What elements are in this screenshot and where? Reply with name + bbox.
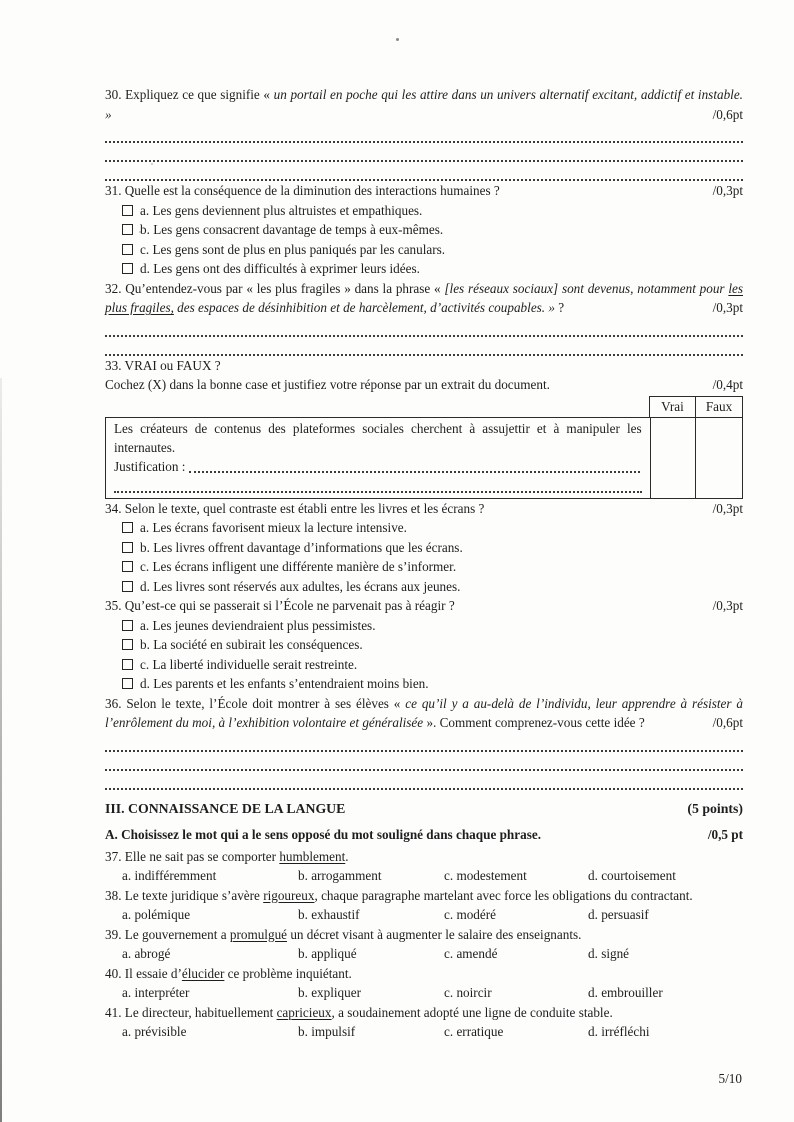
column-header-faux: Faux <box>696 396 743 417</box>
exam-content <box>105 85 743 1042</box>
question-41-text-end: , a soudainement adopté une ligne de conduite stable. <box>331 1004 613 1020</box>
column-header-vrai: Vrai <box>649 396 696 417</box>
question-33-instruction-text: Cochez (X) dans la bonne case et justifiez votre réponse par un extrait du document. <box>105 377 550 392</box>
option-d: d. persuasif <box>588 907 649 922</box>
q34-option-b <box>105 538 743 558</box>
option-b: b. appliqué <box>298 946 357 961</box>
option-label: c. La liberté individuelle serait restreinte. <box>140 656 358 672</box>
statement-text: Les créateurs de contenus des plateformes sociales cherchent à assujettir et à manipuler les internautes. <box>114 420 642 455</box>
answer-line <box>105 752 743 771</box>
q40-options <box>105 983 743 1003</box>
q34-option-d <box>105 577 743 597</box>
q35-option-c <box>105 655 743 675</box>
question-38-text: 38. Le texte juridique s’avère <box>105 887 264 903</box>
question-36 <box>105 694 743 733</box>
q31-option-c <box>105 240 743 260</box>
question-30 <box>105 85 743 124</box>
question-30-quote: un portail en poche qui les attire dans un univers alternatif excitant, addictif et instable. » <box>105 87 743 122</box>
question-34-text: 34. Selon le texte, quel contraste est établi entre les livres et les écrans ? <box>105 500 485 516</box>
q31-option-a <box>105 201 743 221</box>
checkbox-icon <box>122 659 133 670</box>
question-40-text-end: ce problème inquiétant. <box>224 965 352 981</box>
question-40-underlined: élucider <box>181 965 225 981</box>
question-41 <box>105 1003 743 1023</box>
q37-options <box>105 866 743 886</box>
option-b: b. impulsif <box>298 1024 356 1039</box>
option-c: c. modestement <box>444 868 527 883</box>
question-32-quote: [les réseaux sociaux] sont devenus, notamment pour <box>444 280 729 296</box>
question-33-points: /0,4pt <box>712 377 743 392</box>
vrai-faux-table <box>105 396 743 499</box>
question-35-text: 35. Qu’est-ce qui se passerait si l’École ne parvenait pas à réagir ? <box>105 598 455 613</box>
option-b: b. arrogamment <box>298 868 382 883</box>
option-a: a. abrogé <box>122 946 171 961</box>
question-35-points: /0,3pt <box>712 598 743 613</box>
question-34-points: /0,3pt <box>712 500 743 516</box>
q31-option-b <box>105 220 743 240</box>
statement-cell <box>106 418 651 498</box>
checkbox-icon <box>122 522 133 533</box>
faux-answer-cell <box>696 418 742 498</box>
answer-line <box>189 457 639 473</box>
q38-options <box>105 905 743 925</box>
question-36-points: /0,6pt <box>712 715 743 730</box>
vrai-faux-row <box>105 417 743 499</box>
vrai-answer-cell <box>651 418 697 498</box>
section-3-title: III. CONNAISSANCE DE LA LANGUE <box>105 800 346 816</box>
option-b: b. expliquer <box>298 985 361 1000</box>
option-a: a. indifféremment <box>122 868 217 883</box>
checkbox-icon <box>122 561 133 572</box>
option-c: c. erratique <box>444 1024 504 1039</box>
checkbox-icon <box>122 263 133 274</box>
question-32-underlined: les plus fragiles, <box>105 280 743 315</box>
scan-edge-artifact <box>0 378 2 1122</box>
answer-line <box>114 476 642 493</box>
question-34 <box>105 499 743 519</box>
q39-options <box>105 944 743 964</box>
question-40 <box>105 964 743 984</box>
option-label: c. Les écrans infligent une différente manière de s’informer. <box>140 559 457 574</box>
answer-line <box>105 771 743 790</box>
question-39-text-end: un décret visant à augmenter le salaire des enseignants. <box>287 926 582 942</box>
justification-label: Justification : <box>114 458 186 474</box>
section-3-heading <box>105 799 743 819</box>
checkbox-icon <box>122 205 133 216</box>
option-a: a. interpréter <box>122 985 190 1000</box>
question-30-points: /0,6pt <box>712 106 743 122</box>
question-37-text-end: . <box>345 848 349 864</box>
option-d: d. irréfléchi <box>588 1024 650 1039</box>
option-d: d. embrouiller <box>588 985 663 1000</box>
question-40-text: 40. Il essaie d’ <box>105 965 182 981</box>
answer-line <box>105 124 743 143</box>
question-39-underlined: promulgué <box>229 926 288 942</box>
page-number: 5/10 <box>718 1071 742 1086</box>
q41-options <box>105 1022 743 1042</box>
checkbox-icon <box>122 224 133 235</box>
option-c: c. modéré <box>444 907 496 922</box>
question-31-text: 31. Quelle est la conséquence de la diminution des interactions humaines ? <box>105 183 500 198</box>
answer-line <box>105 162 743 181</box>
option-d: d. courtoisement <box>588 868 676 883</box>
option-a: a. prévisible <box>122 1024 187 1039</box>
option-label: b. Les livres offrent davantage d’informations que les écrans. <box>140 539 463 555</box>
vrai-faux-header <box>105 396 743 417</box>
option-b: b. exhaustif <box>298 907 360 922</box>
question-33-title: 33. VRAI ou FAUX ? <box>105 357 221 373</box>
justification-row <box>114 457 642 476</box>
answer-line <box>105 318 743 337</box>
scan-speck <box>396 38 399 41</box>
question-39-text: 39. Le gouvernement a <box>105 926 230 942</box>
option-label: b. Les gens consacrent davantage de temps à eux-mêmes. <box>140 222 444 237</box>
question-30-text: 30. Expliquez ce que signifie « <box>105 87 274 102</box>
option-label: b. La société en subirait les conséquences. <box>140 637 363 652</box>
option-label: a. Les écrans favorisent mieux la lecture intensive. <box>140 520 407 535</box>
q34-option-a <box>105 518 743 538</box>
answer-line <box>105 143 743 162</box>
checkbox-icon <box>122 620 133 631</box>
question-36-text-end: ». Comment comprenez-vous cette idée ? <box>423 715 645 730</box>
option-label: c. Les gens sont de plus en plus paniqués par les canulars. <box>140 241 446 257</box>
q31-option-d <box>105 259 743 279</box>
checkbox-icon <box>122 542 133 553</box>
part-a-title: A. Choisissez le mot qui a le sens opposé du mot souligné dans chaque phrase. <box>105 827 541 842</box>
question-37-text: 37. Elle ne sait pas se comporter <box>105 848 280 864</box>
option-label: d. Les livres sont réservés aux adultes, les écrans aux jeunes. <box>140 578 461 594</box>
q35-option-b <box>105 635 743 655</box>
option-d: d. signé <box>588 946 630 961</box>
question-37 <box>105 847 743 867</box>
question-41-text: 41. Le directeur, habituellement <box>105 1004 277 1020</box>
q34-option-c <box>105 557 743 577</box>
option-label: a. Les jeunes deviendraient plus pessimistes. <box>140 617 376 633</box>
part-a-heading <box>105 825 743 845</box>
option-c: c. noircir <box>444 985 492 1000</box>
part-a-points: /0,5 pt <box>707 827 743 842</box>
question-32-points: /0,3pt <box>712 300 743 315</box>
question-32 <box>105 279 743 318</box>
answer-line <box>105 337 743 356</box>
question-31 <box>105 181 743 201</box>
question-32-text: 32. Qu’entendez-vous par « les plus fragiles » dans la phrase « <box>105 280 445 296</box>
question-33-instruction <box>105 375 743 395</box>
question-41-underlined: capricieux <box>276 1004 332 1020</box>
question-36-text: 36. Selon le texte, l’École doit montrer à ses élèves « <box>105 695 406 711</box>
question-39 <box>105 925 743 945</box>
checkbox-icon <box>122 244 133 255</box>
checkbox-icon <box>122 639 133 650</box>
question-32-text-end: ? <box>555 300 565 315</box>
q35-option-d <box>105 674 743 694</box>
answer-line <box>105 733 743 752</box>
question-38-text-end: , chaque paragraphe martelant avec force les obligations du contractant. <box>314 887 693 903</box>
checkbox-icon <box>122 581 133 592</box>
checkbox-icon <box>122 678 133 689</box>
question-38-underlined: rigoureux <box>263 887 315 903</box>
section-3-points: (5 points) <box>687 800 743 816</box>
question-35 <box>105 596 743 616</box>
option-c: c. amendé <box>444 946 498 961</box>
option-label: d. Les gens ont des difficultés à exprimer leurs idées. <box>140 261 420 276</box>
question-38 <box>105 886 743 906</box>
question-36-quote: ce qu’il y a au-delà de l’individu, leur apprendre à résister à l’enrôlement du moi, à l’exhibition volontaire et généralisée <box>105 695 743 730</box>
option-label: a. Les gens deviennent plus altruistes et empathiques. <box>140 202 423 218</box>
q35-option-a <box>105 616 743 636</box>
option-label: d. Les parents et les enfants s’entendraient moins bien. <box>140 676 429 691</box>
question-31-points: /0,3pt <box>712 183 743 198</box>
question-37-underlined: humblement <box>279 848 346 864</box>
question-32-quote-cont: des espaces de désinhibition et de harcèlement, d’activités coupables. » <box>173 300 555 315</box>
option-a: a. polémique <box>122 907 191 922</box>
